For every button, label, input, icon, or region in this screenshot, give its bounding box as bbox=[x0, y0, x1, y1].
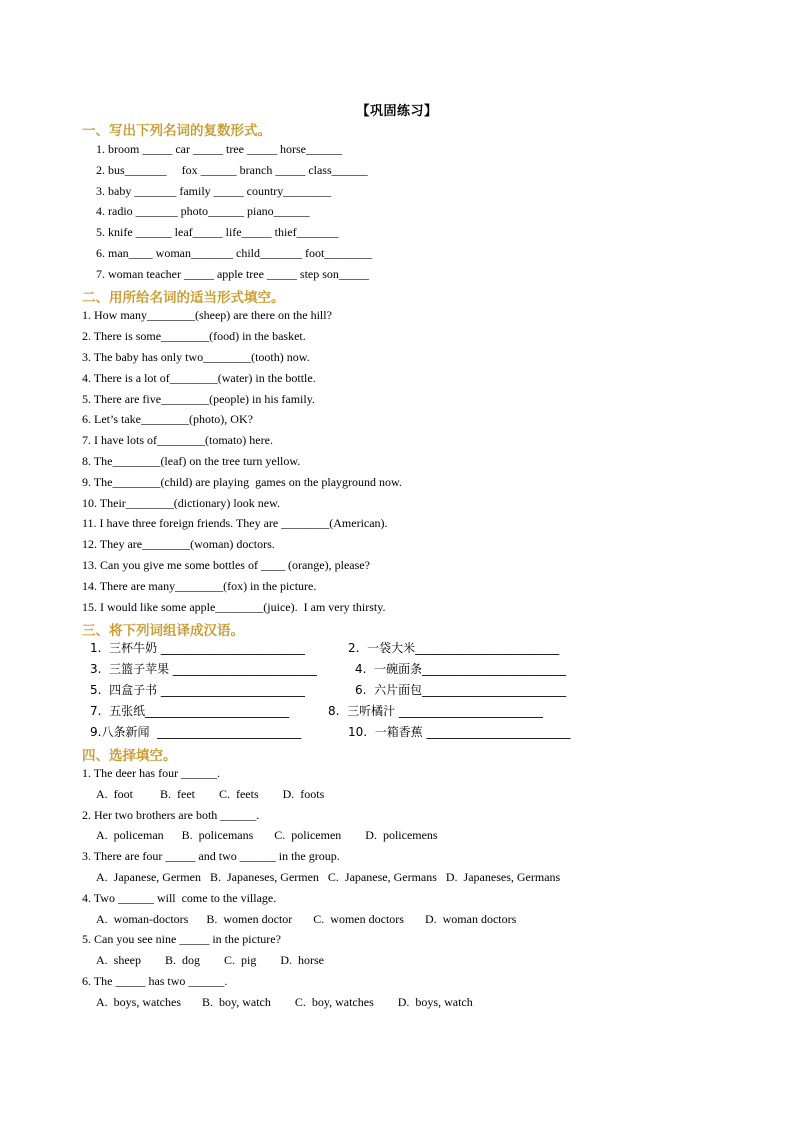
section-4-heading: 四、选择填空。 bbox=[82, 748, 177, 764]
s4-question-3: 3. There are four _____ and two ______ in the group. bbox=[82, 849, 340, 863]
s3-item-8: 8. 三听橘汁 ________________________ bbox=[328, 704, 543, 718]
s3-item-3: 3. 三篮子苹果 ________________________ bbox=[90, 662, 317, 676]
s1-line-2: 2. bus_______ fox ______ branch _____ class______ bbox=[96, 163, 368, 177]
s2-line-6: 6. Let’s take________(photo), OK? bbox=[82, 412, 253, 426]
s4-question-4: 4. Two ______ will come to the village. bbox=[82, 891, 277, 905]
s4-question-2: 2. Her two brothers are both ______. bbox=[82, 808, 260, 822]
s2-line-3: 3. The baby has only two________(tooth) now. bbox=[82, 350, 310, 364]
s4-options-6: A. boys, watches B. boy, watch C. boy, watches D. boys, watch bbox=[96, 995, 473, 1009]
s4-question-6: 6. The _____ has two ______. bbox=[82, 974, 228, 988]
s2-line-14: 14. There are many________(fox) in the picture. bbox=[82, 579, 317, 593]
s1-line-3: 3. baby _______ family _____ country________ bbox=[96, 184, 332, 198]
s4-question-1: 1. The deer has four ______. bbox=[82, 766, 221, 780]
s2-line-2: 2. There is some________(food) in the basket. bbox=[82, 329, 306, 343]
s4-options-4: A. woman-doctors B. women doctor C. women doctors D. woman doctors bbox=[96, 912, 517, 926]
s2-line-12: 12. They are________(woman) doctors. bbox=[82, 537, 275, 551]
s2-line-7: 7. I have lots of________(tomato) here. bbox=[82, 433, 273, 447]
section-3-heading: 三、将下列词组译成汉语。 bbox=[82, 623, 244, 639]
s2-line-5: 5. There are five________(people) in his family. bbox=[82, 392, 315, 406]
s2-line-10: 10. Their________(dictionary) look new. bbox=[82, 496, 280, 510]
s1-line-5: 5. knife ______ leaf_____ life_____ thief_______ bbox=[96, 225, 339, 239]
s2-line-15: 15. I would like some apple________(juice). I am very thirsty. bbox=[82, 600, 386, 614]
s3-item-4: 4. 一碗面条________________________ bbox=[355, 662, 567, 676]
s4-question-5: 5. Can you see nine _____ in the picture? bbox=[82, 932, 281, 946]
s1-line-4: 4. radio _______ photo______ piano______ bbox=[96, 204, 310, 218]
s3-item-1: 1. 三杯牛奶 ________________________ bbox=[90, 641, 305, 655]
s2-line-13: 13. Can you give me some bottles of ____ (orange), please? bbox=[82, 558, 370, 572]
s3-item-6: 6. 六片面包________________________ bbox=[355, 683, 567, 697]
section-1-heading: 一、写出下列名词的复数形式。 bbox=[82, 123, 271, 139]
s4-options-2: A. policeman B. policemans C. policemen D. policemens bbox=[96, 828, 438, 842]
s3-item-9: 9.八条新闻 ________________________ bbox=[90, 725, 302, 739]
s3-item-2: 2. 一袋大米________________________ bbox=[348, 641, 560, 655]
s1-line-7: 7. woman teacher _____ apple tree _____ step son_____ bbox=[96, 267, 369, 281]
section-2-heading: 二、用所给名词的适当形式填空。 bbox=[82, 290, 285, 306]
s4-options-3: A. Japanese, Germen B. Japaneses, Germen C. Japanese, Germans D. Japaneses, Germans bbox=[96, 870, 561, 884]
s2-line-11: 11. I have three foreign friends. They are ________(American). bbox=[82, 516, 388, 530]
s1-line-1: 1. broom _____ car _____ tree _____ horse______ bbox=[96, 142, 342, 156]
s3-item-7: 7. 五张纸________________________ bbox=[90, 704, 290, 718]
s4-options-5: A. sheep B. dog C. pig D. horse bbox=[96, 953, 324, 967]
s2-line-9: 9. The________(child) are playing games on the playground now. bbox=[82, 475, 402, 489]
page-title: 【巩固练习】 bbox=[356, 104, 438, 119]
s1-line-6: 6. man____ woman_______ child_______ foot________ bbox=[96, 246, 373, 260]
s3-item-5: 5. 四盒子书 ________________________ bbox=[90, 683, 305, 697]
s4-options-1: A. foot B. feet C. feets D. foots bbox=[96, 787, 325, 801]
s2-line-4: 4. There is a lot of________(water) in the bottle. bbox=[82, 371, 316, 385]
s2-line-8: 8. The________(leaf) on the tree turn yellow. bbox=[82, 454, 301, 468]
s2-line-1: 1. How many________(sheep) are there on the hill? bbox=[82, 308, 332, 322]
s3-item-10: 10. 一箱香蕉 ________________________ bbox=[348, 725, 571, 739]
